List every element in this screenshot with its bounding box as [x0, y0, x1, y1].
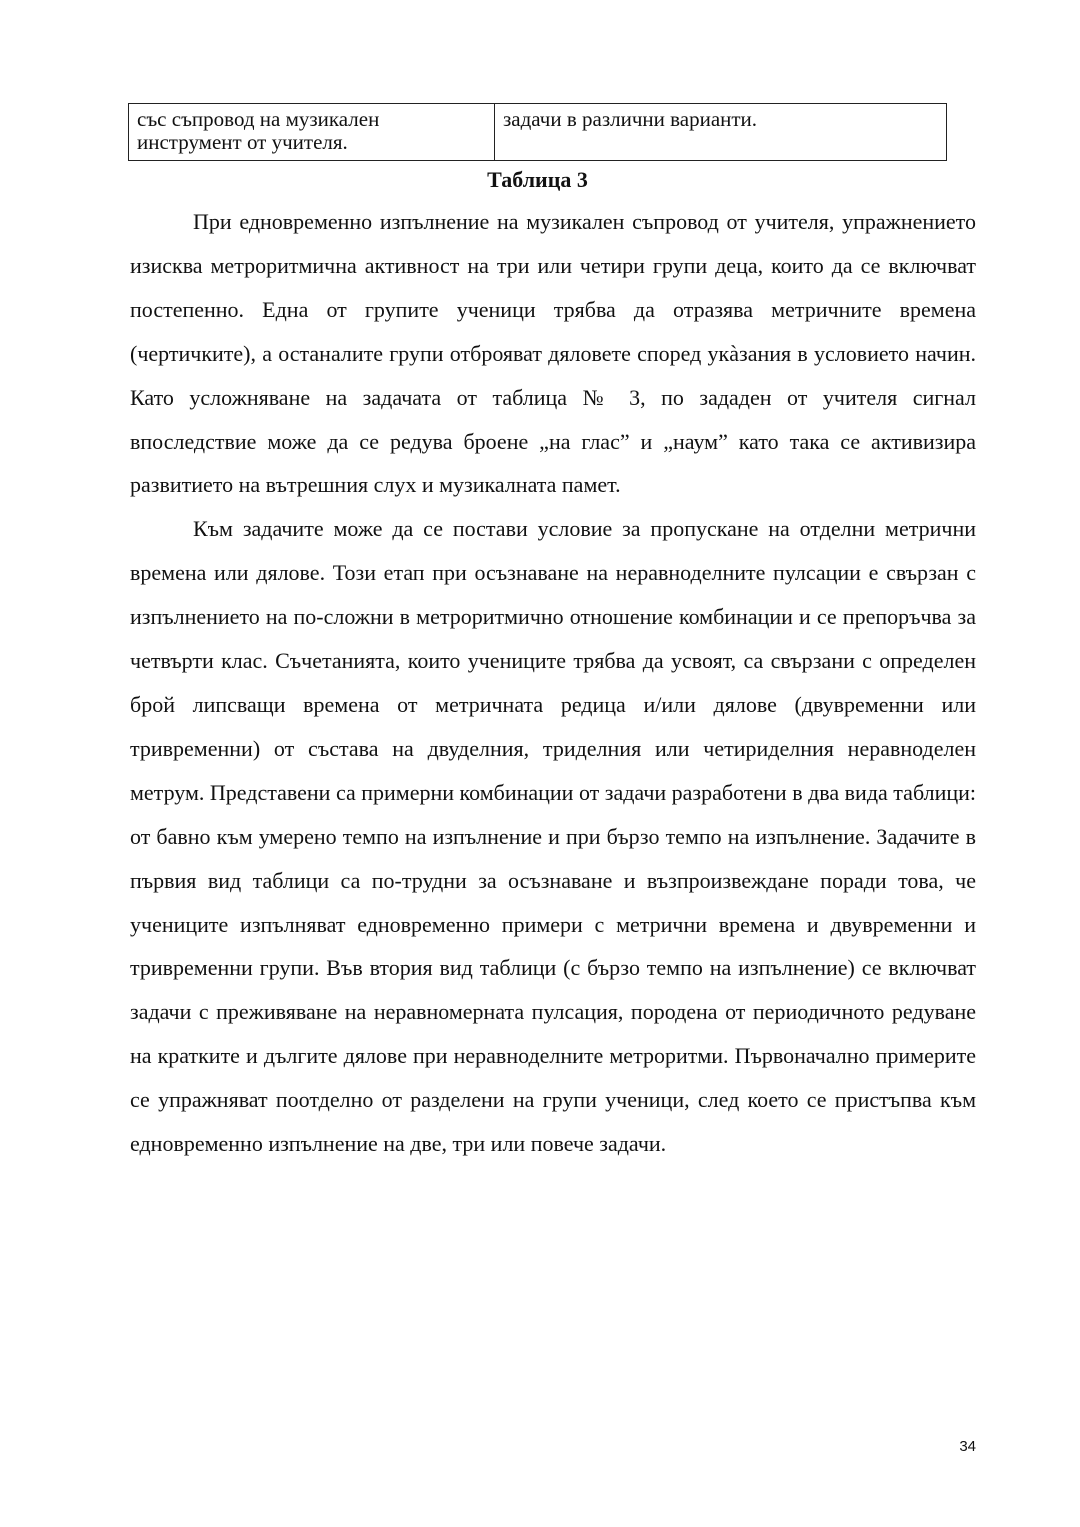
table-caption: Таблица 3 [487, 167, 588, 192]
table-cell: задачи в различни варианти. [495, 104, 947, 161]
paragraph: При едновременно изпълнение на музикален съпровод от учителя, упражнението изисква метроритмична активност на три или четири групи деца, които да се включват постепенно. Една от групите ученици трябва да отразява метричните времена (чертичките), а останалите групи отброяват дяловете според укàзания в условието начин. Като усложняване на задачата от таблица № 3, по зададен от учителя сигнал впоследствие може да се редува броене „на глас” и „наум” като така се активизира развитието на вътрешния слух и музикалната памет. [130, 209, 976, 498]
body-text [130, 200, 976, 1166]
page-number: 34 [959, 1438, 976, 1455]
table-fragment [128, 103, 947, 161]
paragraph: Към задачите може да се постави условие за пропускане на отделни метрични времена или дялове. Този етап при осъзнаване на неравноделните пулсации е свързан с изпълнението на по-сложни в метроритмично отношение комбинации и се препоръчва за четвърти клас. Съчетанията, които учениците трябва да усвоят, са свързани с определен брой липсващи времена от метричната редица и/или дялове (двувременни или тривременни) от състава на двуделния, триделния или четириделния неравноделен метрум. Представени са примерни комбинации от задачи разработени в два вида таблици: от бавно към умерено темпо на изпълнение и при бързо темпо на изпълнение. Задачите в първия вид таблици са по-трудни за осъзнаване и възпроизвеждане поради това, че учениците изпълняват едновременно примери с метрични времена и двувременни и тривременни групи. Във втория вид таблици (с бързо темпо на изпълнение) се включват задачи с преживяване на неравномерната пулсация, породена от периодичното редуване на кратките и дългите дялове при неравноделните метроритми. Първоначално примерите се упражняват поотделно от разделени на групи ученици, след което се пристъпва към едновременно изпълнение на две, три или повече задачи. [130, 516, 976, 1157]
table-cell: със съпровод на музикален инструмент от учителя. [129, 104, 495, 161]
table-row [129, 104, 947, 161]
